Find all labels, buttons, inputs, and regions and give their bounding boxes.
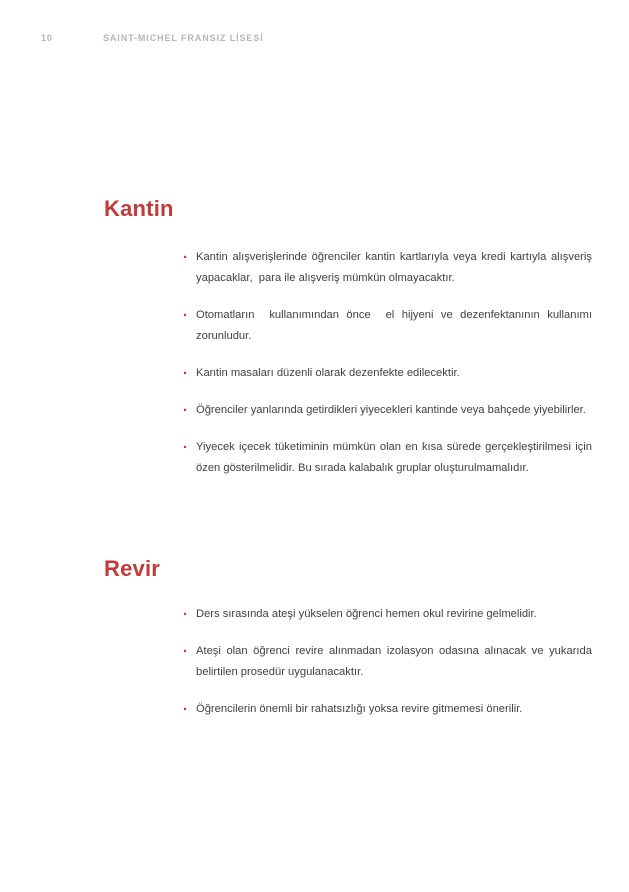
list-item — [183, 305, 596, 347]
list-item — [183, 363, 592, 384]
list-item-text: Kantin alışverişlerinde öğrenciler kantin kartlarıyla veya kredi kartıyla alışveriş yapacaklar, para ile alışveriş mümkün olmayacaktır. — [196, 251, 596, 284]
list-item — [183, 247, 596, 289]
revir-bullet-list — [183, 604, 596, 736]
bullet-icon: · — [183, 307, 188, 324]
bullet-icon: · — [183, 701, 188, 718]
list-item-text: Öğrencilerin önemli bir rahatsızlığı yoksa revire gitmemesi önerilir. — [196, 703, 523, 715]
list-item — [183, 437, 596, 479]
list-item-text: Öğrenciler yanlarında getirdikleri yiyecekleri kantinde veya bahçede yiyebilirler. — [196, 404, 586, 416]
bullet-icon: · — [183, 402, 188, 419]
bullet-icon: · — [183, 643, 188, 660]
list-item-text: Otomatların kullanımından önce el hijyeni ve dezenfektanının kullanımı zorunludur. — [196, 309, 596, 342]
list-item-text: Ders sırasında ateşi yükselen öğrenci hemen okul revirine gelmelidir. — [196, 608, 537, 620]
bullet-icon: · — [183, 439, 188, 456]
running-header — [0, 33, 629, 47]
kantin-bullet-list — [183, 247, 596, 495]
list-item-text: Kantin masaları düzenli olarak dezenfekte edilecektir. — [196, 367, 460, 379]
list-item — [183, 400, 592, 421]
page-number: 10 — [41, 33, 53, 43]
list-item — [183, 604, 592, 625]
header-title: SAINT-MICHEL FRANSIZ LİSESİ — [103, 33, 264, 43]
section-title-revir: Revir — [104, 556, 161, 581]
list-item-text: Yiyecek içecek tüketiminin mümkün olan en kısa sürede gerçekleştirilmesi için özen gösterilmelidir. Bu sırada kalabalık gruplar oluşturulmamalıdır. — [196, 441, 596, 474]
bullet-icon: · — [183, 249, 188, 266]
list-item-text: Ateşi olan öğrenci revire alınmadan izolasyon odasına alınacak ve yukarıda belirtilen prosedür uygulanacaktır. — [196, 645, 596, 678]
section-title-kantin: Kantin — [104, 196, 174, 221]
bullet-icon: · — [183, 606, 188, 623]
list-item — [183, 699, 592, 720]
list-item — [183, 641, 596, 683]
bullet-icon: · — [183, 365, 188, 382]
